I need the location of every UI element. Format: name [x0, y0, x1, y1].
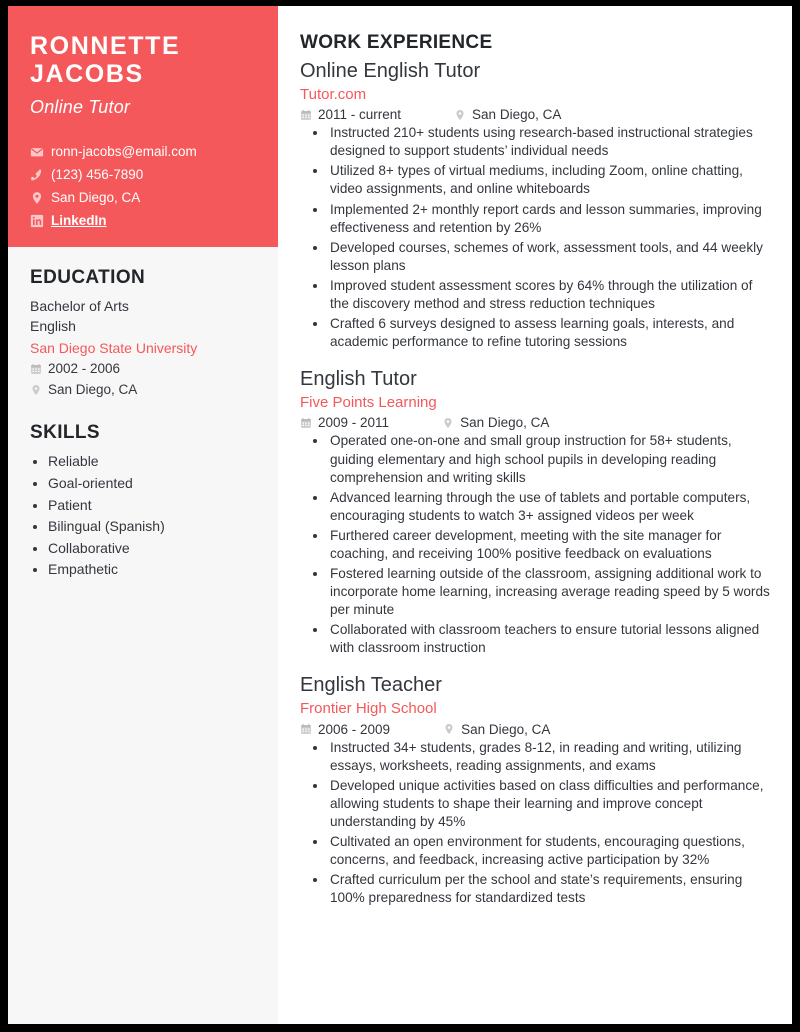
job-dates-value: 2011 - current	[318, 107, 402, 123]
job-bullets	[300, 739, 774, 908]
contact-linkedin-link[interactable]: LinkedIn	[51, 212, 107, 228]
list-item: • Instructed 210+ students using research-based instructional strategies designed to support students’ individual needs	[328, 124, 774, 160]
list-item: • Empathetic	[48, 559, 256, 580]
calendar-icon	[300, 109, 312, 121]
contact-email-value: ronn-jacobs@email.com	[51, 144, 197, 159]
job-dates	[300, 107, 401, 122]
map-pin-icon	[454, 109, 466, 121]
job-entry	[300, 367, 774, 657]
job-meta	[300, 107, 774, 122]
list-item: • Furthered career development, meeting with the site manager for coaching, and receiving 100% positive feedback on evaluations	[328, 527, 774, 563]
job-location-value: San Diego, CA	[461, 721, 551, 737]
job-location	[454, 107, 561, 122]
education-location	[30, 380, 256, 401]
candidate-job-title: Online Tutor	[30, 97, 131, 117]
job-dates-value: 2009 - 2011	[318, 415, 390, 431]
calendar-icon	[300, 723, 312, 735]
list-item: • Implemented 2+ monthly report cards and lesson summaries, improving effectiveness and retention by 26%	[328, 201, 774, 237]
list-item: • Collaborative	[48, 538, 256, 559]
list-item: • Reliable	[48, 451, 256, 472]
job-location-value: San Diego, CA	[472, 107, 562, 123]
work-experience-heading: WORK EXPERIENCE	[300, 32, 493, 53]
job-meta	[300, 415, 774, 430]
list-item: • Bilingual (Spanish)	[48, 516, 256, 537]
contact-linkedin[interactable]	[30, 210, 256, 232]
job-location	[442, 415, 549, 430]
list-item: • Advanced learning through the use of tablets and portable computers, encouraging students to watch 3+ assigned videos per week	[328, 489, 774, 525]
education-location-value: San Diego, CA	[48, 381, 138, 397]
envelope-icon	[30, 145, 44, 159]
job-dates	[300, 415, 389, 430]
sidebar	[8, 6, 278, 1024]
job-location	[443, 722, 550, 737]
calendar-icon	[300, 417, 312, 429]
header-band	[8, 6, 278, 247]
skills-section	[8, 422, 278, 579]
education-dates	[30, 359, 256, 380]
education-field: English	[30, 318, 76, 335]
contact-location-value: San Diego, CA	[51, 189, 141, 205]
list-item: • Crafted 6 surveys designed to assess learning goals, interests, and academic performance to refine tutoring sessions	[328, 315, 774, 351]
list-item: • Improved student assessment scores by 64% through the utilization of the discovery method and stress reduction techniques	[328, 277, 774, 313]
list-item: • Patient	[48, 495, 256, 516]
list-item: • Crafted curriculum per the school and state’s requirements, ensuring 100% preparedness for standardized tests	[328, 871, 774, 907]
education-dates-value: 2002 - 2006	[48, 360, 121, 376]
list-item: • Collaborated with classroom teachers to ensure tutorial lessons aligned with classroom instruction	[328, 621, 774, 657]
map-pin-icon	[442, 417, 454, 429]
job-bullets	[300, 432, 774, 657]
contact-phone-value: (123) 456-7890	[51, 166, 144, 182]
job-dates-value: 2006 - 2009	[318, 721, 391, 737]
linkedin-icon	[30, 214, 44, 228]
skills-heading: SKILLS	[30, 422, 100, 444]
job-company: Tutor.com	[300, 86, 367, 103]
education-heading: EDUCATION	[30, 267, 146, 288]
job-entry	[300, 673, 774, 907]
job-company: Five Points Learning	[300, 394, 437, 412]
job-title: English Tutor	[300, 368, 417, 391]
list-item: • Operated one-on-one and small group instruction for 58+ students, guiding elementary and high school pupils in developing reading comprehension and writing skills	[328, 432, 774, 486]
map-pin-icon	[30, 191, 44, 205]
contact-phone[interactable]	[30, 164, 256, 186]
job-bullets	[300, 124, 774, 351]
job-dates	[300, 722, 390, 737]
calendar-icon	[30, 363, 42, 375]
main-column	[278, 6, 792, 1024]
job-title: Online English Tutor	[300, 60, 481, 82]
job-company: Frontier High School	[300, 700, 437, 718]
phone-icon	[30, 168, 44, 182]
education-degree: Bachelor of Arts	[30, 298, 129, 314]
list-item: • Instructed 34+ students, grades 8-12, in reading and writing, utilizing essays, worksheets, reading assignments, and exams	[328, 739, 774, 775]
map-pin-icon	[443, 723, 455, 735]
map-pin-icon	[30, 384, 42, 396]
list-item: • Goal-oriented	[48, 473, 256, 494]
education-section	[8, 267, 278, 400]
list-item: • Fostered learning outside of the classroom, assigning additional work to incorporate home learning, increasing average reading speed by 5 words per minute	[328, 565, 774, 619]
list-item: • Developed unique activities based on class difficulties and performance, allowing students to shape their learning and improve concept understanding by 45%	[328, 777, 774, 831]
job-location-value: San Diego, CA	[460, 415, 550, 431]
contact-location	[30, 187, 256, 209]
list-item: • Utilized 8+ types of virtual mediums, including Zoom, online chatting, video assignments, and online whiteboards	[328, 162, 774, 198]
education-school: San Diego State University	[30, 339, 198, 356]
contact-list	[30, 141, 256, 231]
job-meta	[300, 722, 774, 737]
resume-page	[8, 6, 792, 1024]
contact-email[interactable]	[30, 141, 256, 163]
job-entry	[300, 59, 774, 351]
job-title: English Teacher	[300, 674, 442, 697]
skills-list	[30, 451, 256, 579]
candidate-name: RONNETTE JACOBS	[30, 32, 181, 88]
list-item: • Cultivated an open environment for students, encouraging questions, concerns, and feedback, increasing active participation by 32%	[328, 833, 774, 869]
list-item: • Developed courses, schemes of work, assessment tools, and 44 weekly lesson plans	[328, 239, 774, 275]
